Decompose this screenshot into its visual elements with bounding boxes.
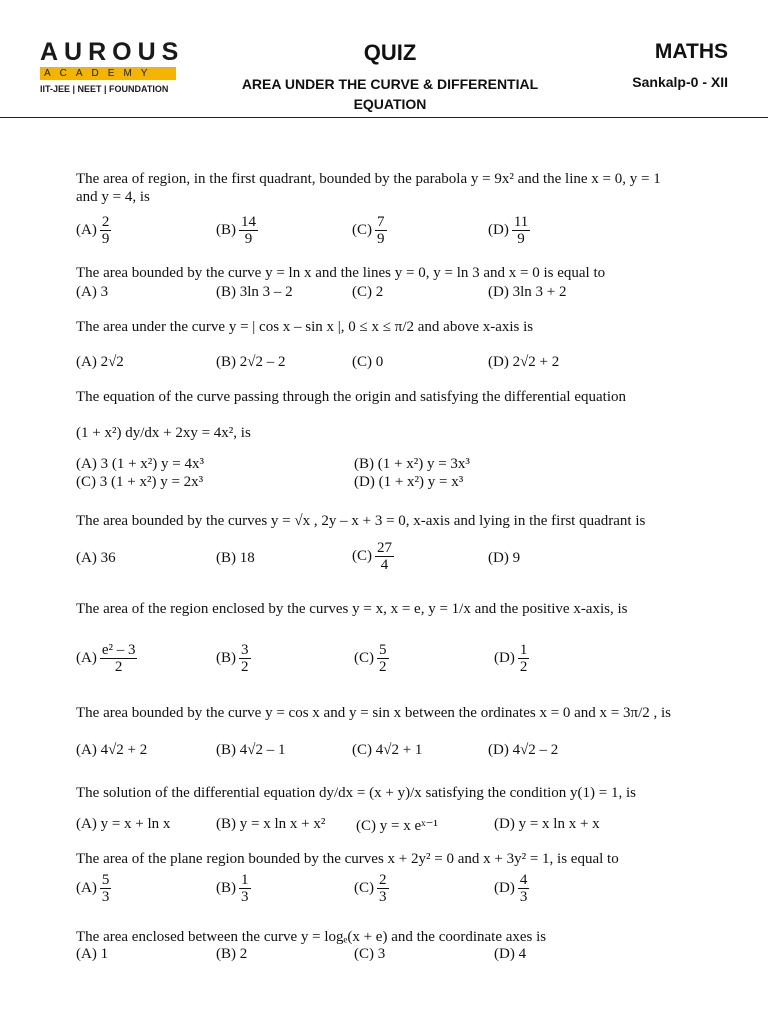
option-d: (D) 4 xyxy=(494,946,527,962)
option-c: (C) 0 xyxy=(352,354,384,370)
option-b: (B) 4√2 – 1 xyxy=(216,742,286,758)
option-b: (B) y = x ln x + x² xyxy=(216,816,326,832)
option-a: (A) $\frac{5}{3}$ xyxy=(76,872,110,905)
option-c: (C) 2 xyxy=(352,284,384,300)
option-b: (B) 18 xyxy=(216,550,255,566)
option-c: (C) 3 (1 + x²) y = 2x³ xyxy=(76,474,204,490)
page-header xyxy=(0,0,768,118)
option-d: (D) 9 xyxy=(488,550,521,566)
question-6-text: The area of the region enclosed by the curves y = x, x = e, y = 1/x and the positive x-axis, is xyxy=(76,601,628,617)
question-1-text: The area of region, in the first quadrant, bounded by the parabola y = 9x² and the line x = 0, y = 1 and y = 4, is xyxy=(76,171,661,205)
option-a: (A) 2√2 xyxy=(76,354,124,370)
option-b: (B) $\frac{1}{3}$ xyxy=(216,872,249,905)
option-d: (D) y = x ln x + x xyxy=(494,816,600,832)
option-a: (A) y = x + ln x xyxy=(76,816,171,832)
option-c: (C) y = x eˣ⁻¹ xyxy=(356,818,438,834)
option-d: (D) $\frac{1}{2}$ xyxy=(494,642,528,675)
option-b: (B) 2√2 – 2 xyxy=(216,354,286,370)
option-c: (C) $\frac{7}{9}$ xyxy=(352,214,385,247)
option-b: (B) 3ln 3 – 2 xyxy=(216,284,293,300)
option-a: (A) 4√2 + 2 xyxy=(76,742,148,758)
option-d: (D) (1 + x²) y = x³ xyxy=(354,474,464,490)
option-c: (C) $\frac{27}{4}$ xyxy=(352,540,392,573)
question-2-text: The area bounded by the curve y = ln x and the lines y = 0, y = ln 3 and x = 0 is equal to xyxy=(76,265,606,281)
subject-label: MATHS xyxy=(654,40,728,63)
option-d: (D) $\frac{4}{3}$ xyxy=(494,872,528,905)
option-d: (D) 4√2 – 2 xyxy=(488,742,559,758)
option-c: (C) 3 xyxy=(354,946,386,962)
option-a: (A) $\frac{\text{e² – 3}}{2}$ xyxy=(76,642,136,675)
option-c: (C) $\frac{2}{3}$ xyxy=(354,872,387,905)
option-d: (D) 3ln 3 + 2 xyxy=(488,284,567,300)
option-a: (A) 1 xyxy=(76,946,109,962)
option-d: (D) 2√2 + 2 xyxy=(488,354,560,370)
option-b: (B) 2 xyxy=(216,946,248,962)
question-10-text: The area enclosed between the curve y = logₑ(x + e) and the coordinate axes is xyxy=(76,929,547,945)
page-title: QUIZ xyxy=(363,40,417,65)
option-a: (A) $\frac{2}{9}$ xyxy=(76,214,110,247)
question-9-text: The area of the plane region bounded by the curves x + 2y² = 0 and x + 3y² = 1, is equal to xyxy=(76,851,619,867)
option-c: (C) $\frac{5}{2}$ xyxy=(354,642,387,675)
logo-wordmark: AUROUS xyxy=(40,38,185,66)
question-4-equation: (1 + x²) dy/dx + 2xy = 4x², is xyxy=(76,425,251,441)
logo-band: ACADEMY xyxy=(40,67,176,80)
header-divider xyxy=(0,117,768,118)
batch-label: Sankalp-0 - XII xyxy=(632,74,728,90)
option-d: (D) $\frac{11}{9}$ xyxy=(488,214,529,247)
option-a: (A) 3 xyxy=(76,284,109,300)
option-b: (B) (1 + x²) y = 3x³ xyxy=(354,456,470,472)
option-a: (A) 36 xyxy=(76,550,116,566)
question-5-text: The area bounded by the curves y = √x , 2y – x + 3 = 0, x-axis and lying in the first quadrant is xyxy=(76,513,646,529)
quiz-topic: AREA UNDER THE CURVE & DIFFERENTIAL EQUATION xyxy=(241,76,539,112)
question-8-text: The solution of the differential equation dy/dx = (x + y)/x satisfying the condition y(1) = 1, is xyxy=(76,785,637,801)
academy-logo xyxy=(40,38,185,94)
option-c: (C) 4√2 + 1 xyxy=(352,742,423,758)
question-4-text: The equation of the curve passing through the origin and satisfying the differential equation xyxy=(76,389,626,405)
option-b: (B) $\frac{14}{9}$ xyxy=(216,214,256,247)
logo-tagline: IIT-JEE | NEET | FOUNDATION xyxy=(40,84,169,94)
option-b: (B) $\frac{3}{2}$ xyxy=(216,642,249,675)
question-3-text: The area under the curve y = | cos x – sin x |, 0 ≤ x ≤ π/2 and above x-axis is xyxy=(76,319,534,335)
option-a: (A) 3 (1 + x²) y = 4x³ xyxy=(76,456,204,472)
question-7-text: The area bounded by the curve y = cos x and y = sin x between the ordinates x = 0 and x = 3π/2 , is xyxy=(76,705,672,721)
